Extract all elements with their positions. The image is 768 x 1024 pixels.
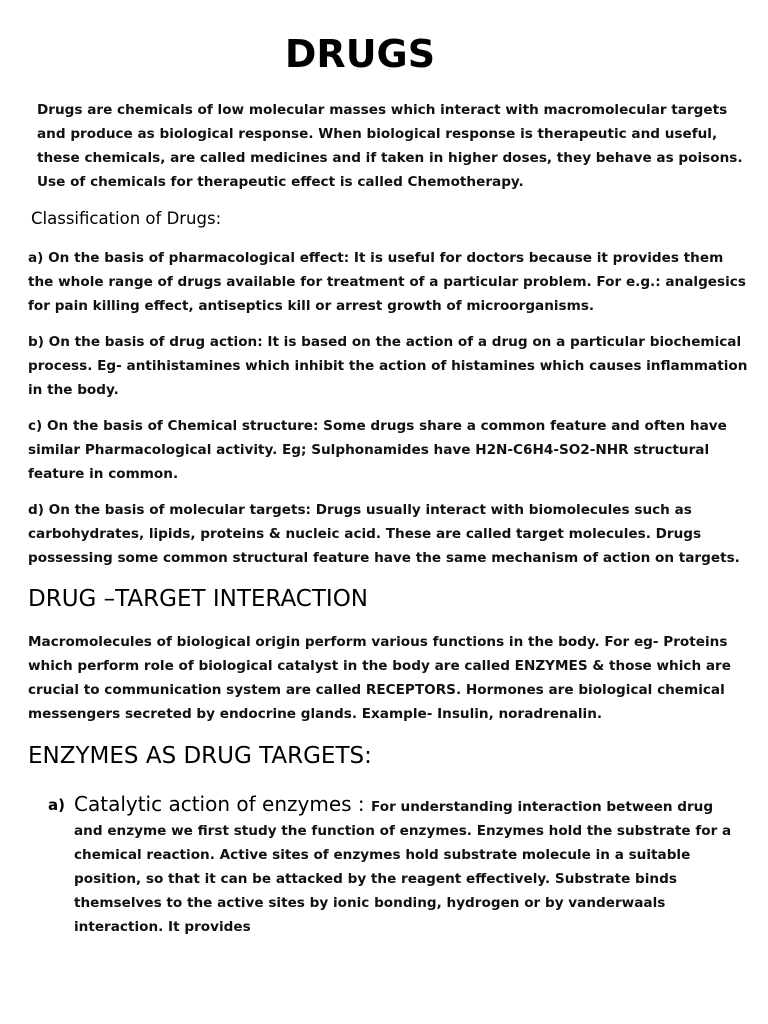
enzyme-item-lead: Catalytic action of enzymes : <box>74 792 371 816</box>
classification-item-pharmacological: a) On the basis of pharmacological effect: It is useful for doctors because it provides them the whole range of drugs available for treatment of a particular problem. For e.g.: analgesics for pain killing effect, antiseptics kill or arrest growth of microorganisms. <box>28 250 746 314</box>
list-marker: a) <box>48 796 65 814</box>
intro-paragraph: Drugs are chemicals of low molecular masses which interact with macromolecular targets and produce as biological response. When biological response is therapeutic and useful, these chemicals, are called medicines and if taken in higher doses, they behave as poisons. Use of chemicals for therapeutic effect is called Chemotherapy. <box>37 102 743 190</box>
classification-heading: Classification of Drugs: <box>31 209 222 228</box>
drug-target-heading: DRUG –TARGET INTERACTION <box>28 586 369 612</box>
drug-target-paragraph: Macromolecules of biological origin perform various functions in the body. For eg- Proteins which perform role of biological catalyst in the body are called ENZYMES & those which are crucial to communication system are called RECEPTORS. Hormones are biological chemical messengers secreted by endocrine glands. Example- Insulin, noradrenalin. <box>28 634 731 722</box>
page-title: DRUGS <box>284 32 436 76</box>
enzymes-heading: ENZYMES AS DRUG TARGETS: <box>28 743 372 769</box>
classification-item-chemical-structure: c) On the basis of Chemical structure: Some drugs share a common feature and often have similar Pharmacological activity. Eg; Sulphonamides have H2N-C6H4-SO2-NHR structural feature in common. <box>28 418 727 482</box>
enzyme-item-paragraph <box>74 792 746 939</box>
classification-item-drug-action: b) On the basis of drug action: It is based on the action of a drug on a particular biochemical process. Eg- antihistamines which inhibit the action of histamines which causes inflammation in the body. <box>28 334 748 398</box>
classification-item-molecular-targets: d) On the basis of molecular targets: Drugs usually interact with biomolecules such as carbohydrates, lipids, proteins & nucleic acid. These are called target molecules. Drugs possessing some common structural feature have the same mechanism of action on targets. <box>28 502 740 566</box>
enzyme-item-text: For understanding interaction between drug and enzyme we first study the function of enzymes. Enzymes hold the substrate for a chemical reaction. Active sites of enzymes hold substrate molecule in a suitable position, so that it can be attacked by the reagent effectively. Substrate binds themselves to the active sites by ionic bonding, hydrogen or by vanderwaals interaction. It provides <box>74 799 732 935</box>
